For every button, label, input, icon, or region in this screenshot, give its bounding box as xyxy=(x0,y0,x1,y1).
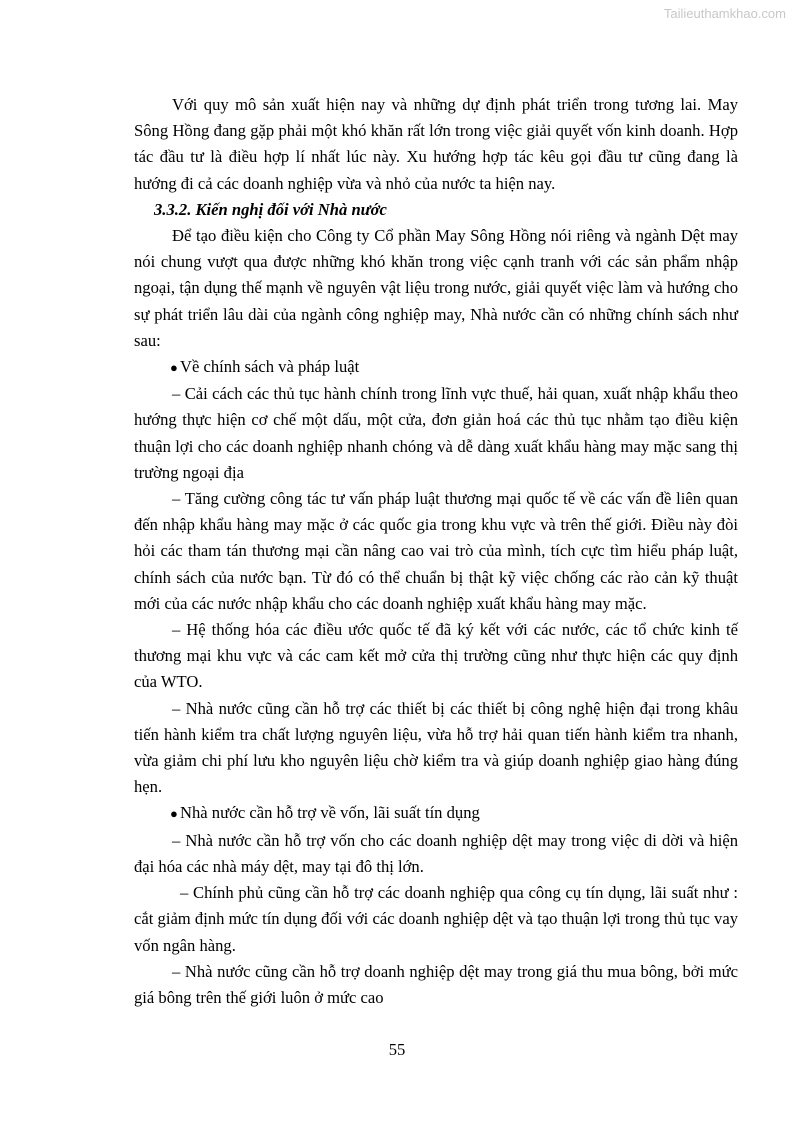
paragraph-equipment: – Nhà nước cũng cần hỗ trợ các thiết bị các thiết bị công nghệ hiện đại trong khâu tiến hành kiểm tra chất lượng nguyên liệu, vừa hỗ trợ hải quan tiến hành kiểm tra nhanh, vừa giảm chi phí lưu kho nguyên liệu chờ kiểm tra và giúp doanh nghiệp giao hàng đúng hẹn. xyxy=(134,698,738,797)
bullet-text: Nhà nước cần hỗ trợ về vốn, lãi suất tín dụng xyxy=(180,803,480,823)
paragraph-proposal-intro: Để tạo điều kiện cho Công ty Cổ phần May Sông Hồng nói riêng và ngành Dệt may nói chung vượt qua được những khó khăn trong việc cạnh tranh với các sản phẩm nhập ngoại, tận dụng thế mạnh về nguyên vật liệu trong nước, giải quyết việc làm và hướng cho sự phát triển lâu dài của ngành công nghiệp may, Nhà nước cần có những chính sách như sau: xyxy=(134,226,738,350)
bullet-icon: ● xyxy=(170,360,178,376)
paragraph-intro: Với quy mô sản xuất hiện nay và những dự định phát triển trong tương lai. May Sông Hồng đang gặp phải một khó khăn rất lớn trong việc giải quyết vốn kinh doanh. Hợp tác đầu tư là điều hợp lí nhất lúc này. Xu hướng hợp tác kêu gọi đầu tư cũng đang là hướng đi cả các doanh nghiệp vừa và nhỏ của nước ta hiện nay. xyxy=(134,95,738,193)
paragraph-cotton-price: – Nhà nước cũng cần hỗ trợ doanh nghiệp dệt may trong giá thu mua bông, bởi mức giá bông trên thế giới luôn ở mức cao xyxy=(134,961,738,1007)
watermark: Tailieuthamkhao.com xyxy=(663,6,786,21)
bullet-icon: ● xyxy=(170,806,178,822)
paragraph-treaties: – Hệ thống hóa các điều ước quốc tế đã ký kết với các nước, các tổ chức kinh tế thương mại khu vực và các cam kết mở cửa thị trường cũng như thực hiện các quy định của WTO. xyxy=(134,620,738,692)
bullet-text: Về chính sách và pháp luật xyxy=(180,357,360,377)
paragraph-admin-reform: – Cải cách các thủ tục hành chính trong lĩnh vực thuế, hải quan, xuất nhập khẩu theo hướng thực hiện cơ chế một dấu, một cửa, đơn giản hoá các thủ tục nhằm tạo điều kiện thuận lợi cho các doanh nghiệp nhanh chóng và dễ dàng xuất khẩu hàng may mặc sang thị trường ngoại địa xyxy=(134,384,738,482)
paragraph-legal-advice: – Tăng cường công tác tư vấn pháp luật thương mại quốc tế về các vấn đề liên quan đến nhập khẩu hàng may mặc ở các quốc gia trong khu vực và trên thế giới. Điều này đòi hỏi các tham tán thương mại cần nâng cao vai trò của mình, tích cực tìm hiểu pháp luật, chính sách của nước bạn. Từ đó có thể chuẩn bị thật kỹ việc chống các rào cản kỹ thuật mới của các nước nhập khẩu cho các doanh nghiệp xuất khẩu hàng may mặc. xyxy=(134,489,738,613)
paragraph-credit: – Chính phủ cũng cần hỗ trợ các doanh nghiệp qua công cụ tín dụng, lãi suất như : cắt giảm định mức tín dụng đối với các doanh nghiệp dệt và tạo thuận lợi trong thủ tục vay vốn ngân hàng. xyxy=(134,883,738,955)
bullet-heading-capital xyxy=(170,800,738,827)
bullet-heading-policy xyxy=(170,354,738,381)
document-body xyxy=(134,92,738,1011)
section-heading: 3.3.2. Kiến nghị đối với Nhà nước xyxy=(154,199,387,219)
paragraph-capital-support: – Nhà nước cần hỗ trợ vốn cho các doanh nghiệp dệt may trong việc di dời và hiện đại hóa các nhà máy dệt, may tại đô thị lớn. xyxy=(134,830,738,876)
page-number: 55 xyxy=(388,1040,406,1059)
